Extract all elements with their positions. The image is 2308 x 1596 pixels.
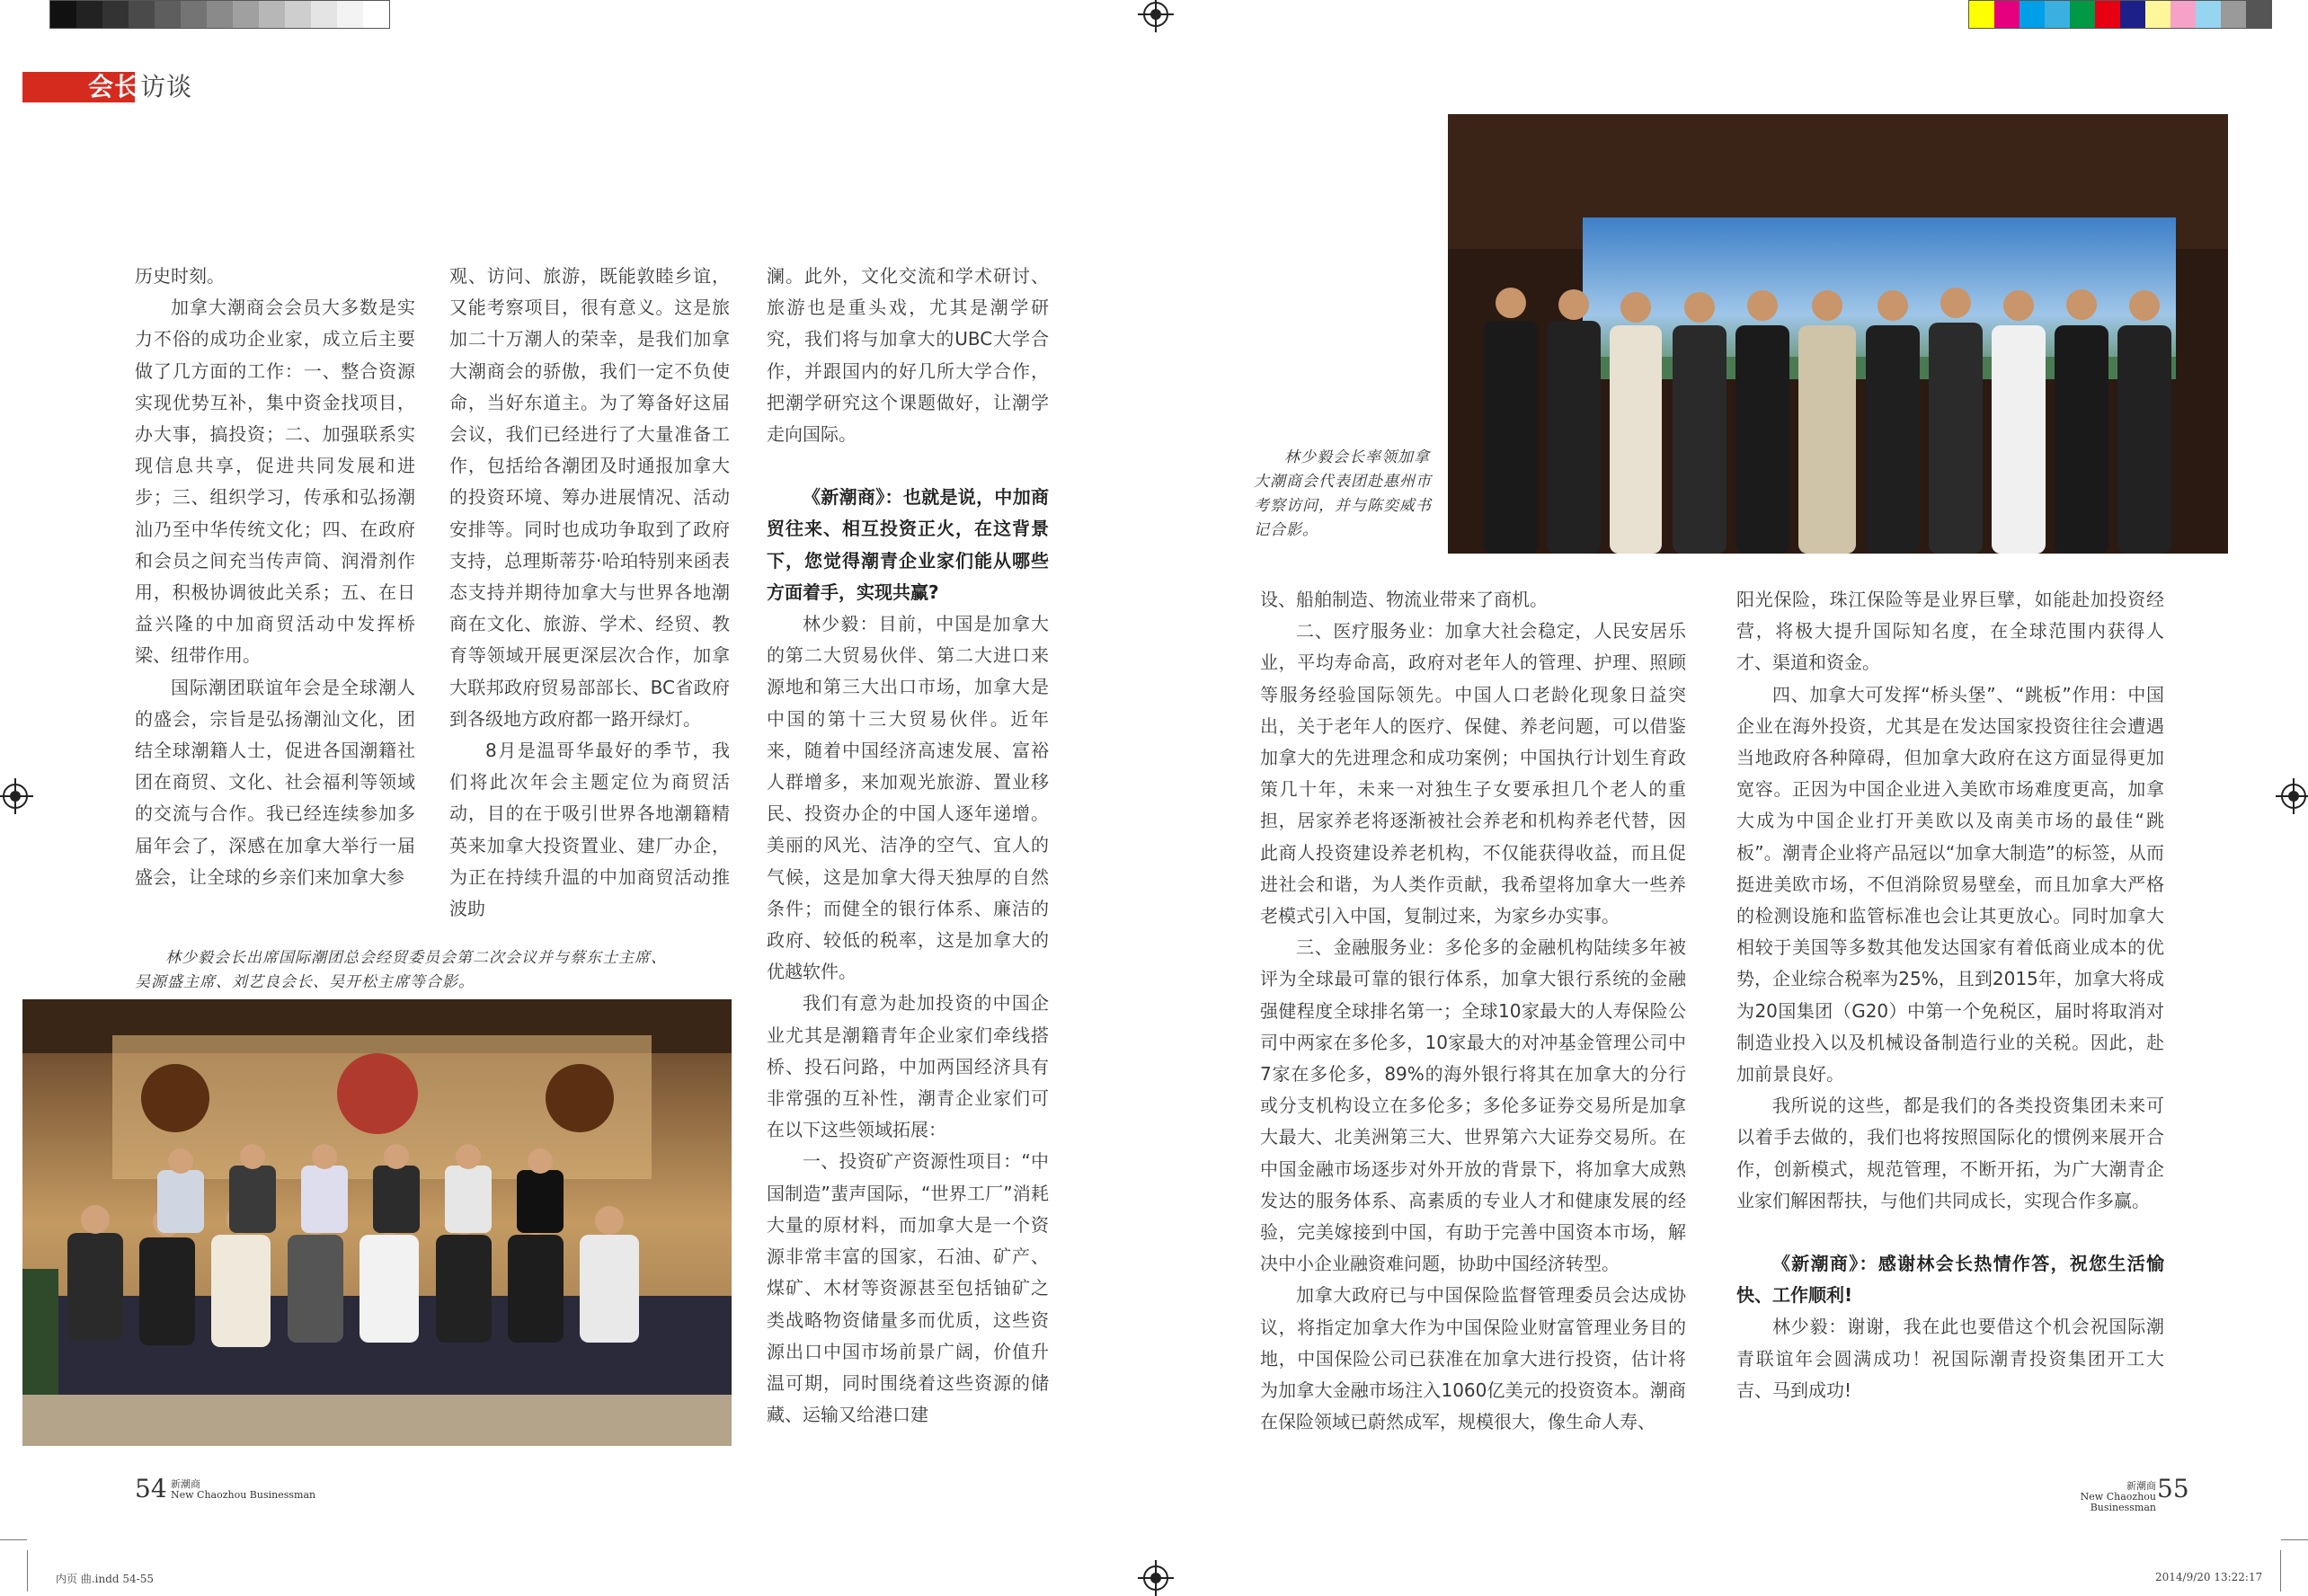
paragraph: 国际潮团联谊年会是全球潮人的盛会，宗旨是弘扬潮汕文化，团结全球潮籍人士，促进各国潮籍社团在商贸、文化、社会福利等领域的交流与合作。我已经连续参加多届年会了，深感在加拿大举行一届盛会，让全球的乡亲们来加拿大参 (135, 676, 415, 888)
registration-mark-bottom (1143, 1565, 1168, 1591)
paragraph: 加拿大政府已与中国保险监督管理委员会达成协议，将指定加拿大作为中国保险业财富管理业务目的地，中国保险公司已获准在加拿大进行投资，估计将为加拿大金融市场注入1060亿美元的投资资本。潮商在保险领域已蔚然成军，规模很大，像生命人寿、 (1260, 1284, 1686, 1433)
crop-mark (27, 1550, 28, 1592)
paragraph: 观、访问、旅游，既能敦睦乡谊，又能考察项目，很有意义。这是旅加二十万潮人的荣幸，是我们加拿大潮商会的骄傲，我们一定不负使命，当好东道主。为了筹备好这届会议，我们已经进行了大量准备工作，包括给各潮团及时通报加拿大的投资环境、筹办进展情况、活动安排等。同时也成功争取到了政府支持，总理斯蒂芬·哈珀特别来函表态支持并期待加拿大与世界各地潮商在文化、旅游、学术、经贸、教育等领域开展更深层次合作，加拿大联邦政府贸易部部长、BC省政府到各级地方政府都一路开绿灯。 (449, 265, 730, 730)
paragraph: 二、医疗服务业：加拿大社会稳定，人民安居乐业，平均寿命高，政府对老年人的管理、护理、照顾等服务经验国际领先。中国人口老龄化现象日益突出，关于老年人的医疗、保健、养老问题，可以借鉴加拿大的先进理念和成功案例；中国执行计划生育政策几十年，未来一对独生子女要承担几个老人的重担，居家养老将逐渐被社会养老和机构养老代替，因此商人投资建设养老机构，不仅能获得收益，而且促进社会和谐，为人类作贡献，我希望将加拿大一些养老模式引入中国，复制过来，为家乡办实事。 (1260, 620, 1686, 927)
section-title (88, 70, 192, 104)
interview-question: 《新潮商》：感谢林会长热情作答，祝您生活愉快、工作顺利! (1736, 1253, 2164, 1307)
registration-mark-left (3, 784, 28, 809)
paragraph: 四、加拿大可发挥“桥头堡”、“跳板”作用：中国企业在海外投资，尤其是在发达国家投资往往会遭遇当地政府各种障碍，但加拿大政府在这方面显得更加宽容。正因为中国企业进入美欧市场难度更高，加拿大成为中国企业打开美欧以及南美市场的最佳“跳板”。潮青企业将产品冠以“加拿大制造”的标签，从而挺进美欧市场，不但消除贸易壁垒，而且加拿大严格的检测设施和监管标准也会让其更放心。同时加拿大相较于美国等多数其他发达国家有着低商业成本的优势，企业综合税率为25%，且到2015年，加拿大将成为20国集团（G20）中第一个免税区，届时将取消对制造业投入以及机械设备制造行业的关税。因此，赴加前景良好。 (1736, 683, 2164, 1086)
magazine-name-en: New Chaozhou Businessman (2080, 1491, 2156, 1513)
text-column-3 (767, 261, 1049, 1431)
registration-mark-right (2281, 784, 2306, 809)
page-number-right: 55 (2157, 1474, 2189, 1503)
text-column-5 (1736, 584, 2164, 1406)
paragraph-gap (1736, 1217, 2164, 1248)
text-column-4 (1260, 584, 1686, 1438)
paragraph: 阳光保险，珠江保险等是业界巨擘，如能赴加投资经营，将极大提升国际知名度，在全球范围内获得人才、渠道和资金。 (1736, 589, 2164, 674)
paragraph: 设、船舶制造、物流业带来了商机。 (1260, 589, 1548, 610)
paragraph: 8月是温哥华最好的季节，我们将此次年会主题定位为商贸活动，目的在于吸引世界各地潮籍精英来加拿大投资置业、建厂办企，为正在持续升温的中加商贸活动推波助 (449, 740, 730, 920)
crop-mark (2281, 1539, 2308, 1540)
magazine-name-cn: 新潮商 (2126, 1480, 2156, 1492)
color-bar (1968, 0, 2272, 29)
photo-caption-left: 林少毅会长出席国际潮团总会经贸委员会第二次会议并与蔡东士主席、吴源盛主席、刘艺良会长、吴开松主席等合影。 (135, 949, 667, 991)
magazine-name-en: New Chaozhou Businessman (171, 1489, 316, 1501)
crop-mark (0, 1539, 27, 1540)
paragraph: 林少毅：目前，中国是加拿大的第二大贸易伙伴、第二大进口来源地和第三大出口市场，加拿大是中国的第十三大贸易伙伴。近年来，随着中国经济高速发展、富裕人群增多，来加观光旅游、置业移民、投资办企的中国人逐年递增。美丽的风光、洁净的空气、宜人的气候，这是加拿大得天独厚的自然条件；而健全的银行体系、廉洁的政府、较低的税率，这是加拿大的优越软件。 (767, 613, 1049, 983)
paragraph: 三、金融服务业：多伦多的金融机构陆续多年被评为全球最可靠的银行体系，加拿大银行系统的金融强健程度全球排名第一；全球10家最大的人寿保险公司中两家在多伦多，10家最大的对冲基金管理公司中7家在多伦多，89%的海外银行将其在加拿大的分行或分支机构设立在多伦多；多伦多证券交易所是加拿大最大、北美洲第三大、世界第六大证券交易所。在中国金融市场逐步对外开放的背景下，将加拿大成熟发达的服务体系、高素质的专业人才和健康发展的经验，完美嫁接到中国，有助于完善中国资本市场，解决中小企业融资难问题，协助中国经济转型。 (1260, 936, 1686, 1275)
text-column-2 (449, 261, 730, 925)
paragraph: 我所说的这些，都是我们的各类投资集团未来可以着手去做的，我们也将按照国际化的惯例来展开合作，创新模式，规范管理，不断开拓，为广大潮青企业家们解困帮扶，与他们共同成长，实现合作多赢。 (1736, 1095, 2164, 1211)
paragraph: 我们有意为赴加投资的中国企业尤其是潮籍青年企业家们牵线搭桥、投石问路，中加两国经济具有非常强的互补性，潮青企业家们可在以下这些领域拓展： (767, 992, 1049, 1141)
photo-delegation-visit (1448, 114, 2228, 554)
paragraph: 林少毅：谢谢，我在此也要借这个机会祝国际潮青联谊年会圆满成功！祝国际潮青投资集团开工大吉、马到成功! (1736, 1316, 2164, 1401)
crop-mark (2280, 1550, 2281, 1592)
paragraph-gap (767, 450, 1049, 482)
paragraph: 一、投资矿产资源性项目：“中国制造”蜚声国际，“世界工厂”消耗大量的原材料，而加拿大是一个资源非常丰富的国家，石油、矿产、煤矿、木材等资源甚至包括铀矿之类战略物资储量多而优质，这些资源出口中国市场前景广阔，价值升温可期，同时围绕着这些资源的储藏、运输又给港口建 (767, 1150, 1049, 1426)
slug-date: 2014/9/20 13:22:17 (2155, 1571, 2263, 1583)
registration-mark-top (1143, 2, 1168, 27)
magazine-name-left (171, 1479, 315, 1501)
magazine-name-right (2034, 1481, 2156, 1513)
slug-file: 内页 曲.indd 54-55 (56, 1573, 154, 1585)
paragraph: 加拿大潮商会会员大多数是实力不俗的成功企业家，成立后主要做了几方面的工作：一、整合资源实现优势互补，集中资金找项目，办大事，搞投资；二、加强联系实现信息共享，促进共同发展和进步；三、组织学习，传承和弘扬潮汕乃至中华传统文化；四、在政府和会员之间充当传声筒、润滑剂作用，积极协调彼此关系；五、在日益兴隆的中加商贸活动中发挥桥梁、纽带作用。 (135, 297, 415, 667)
photo-group-meeting (22, 999, 732, 1446)
magazine-name-cn: 新潮商 (171, 1478, 200, 1490)
photo-group-meeting-image (22, 999, 732, 1446)
paragraph: 历史时刻。 (135, 265, 225, 287)
photo-caption-right: 林少毅会长率领加拿大潮商会代表团赴惠州市考察访问，并与陈奕威书记合影。 (1254, 448, 1432, 539)
paragraph: 澜。此外，文化交流和学术研讨、旅游也是重头戏，尤其是潮学研究，我们将与加拿大的UBC大学合作，并跟国内的好几所大学合作，把潮学研究这个课题做好，让潮学走向国际。 (767, 265, 1049, 446)
interview-question: 《新潮商》：也就是说，中加商贸往来、相互投资正火，在这背景下，您觉得潮青企业家们能从哪些方面着手，实现共赢? (767, 486, 1049, 603)
text-column-1 (135, 261, 415, 893)
grayscale-bar (49, 0, 390, 29)
page-number-left: 54 (135, 1474, 167, 1503)
section-title-part1: 会长 (88, 72, 141, 102)
photo-delegation-visit-image (1448, 114, 2228, 554)
section-title-part2: 访谈 (140, 72, 193, 102)
